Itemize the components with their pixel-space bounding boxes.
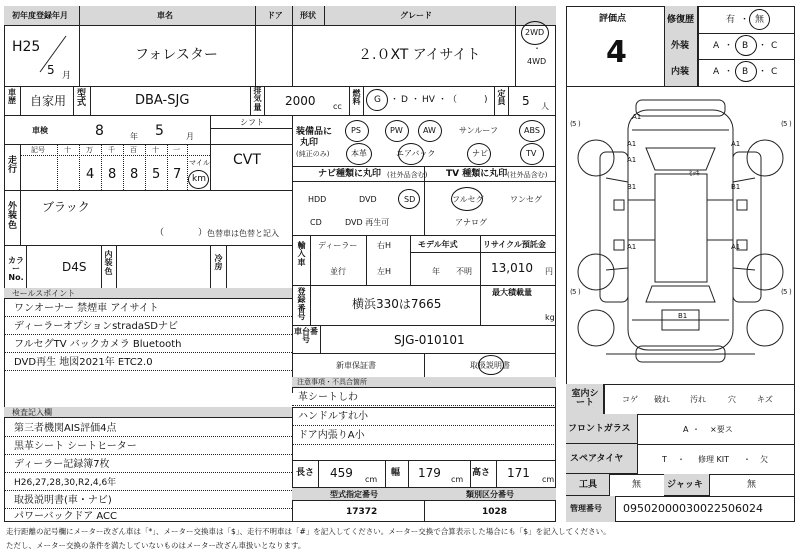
drive-4wd: 4WD <box>527 57 547 66</box>
inspector-line-1: 第三者機関AIS評価4点 <box>14 423 117 434</box>
interior-b: B <box>742 67 749 77</box>
class-number: 1028 <box>482 507 508 517</box>
jack-label: ジャッキ <box>667 480 703 490</box>
inspector-line-2: 黒革シート シートヒーター <box>14 441 137 452</box>
interior-grade-label: 内装 <box>671 67 690 77</box>
repair-yes: 有 <box>726 15 736 25</box>
note-line-3: ドア内張りA小 <box>298 430 365 441</box>
tools-value: 無 <box>632 480 642 490</box>
mileage-col-1: 一 <box>173 146 180 154</box>
type-number: 17372 <box>346 507 378 517</box>
mileage-digit-3: 8 <box>130 167 139 182</box>
first-reg-month-unit: 月 <box>62 71 72 81</box>
fuel-dot-1: ・ <box>390 95 400 105</box>
equipment-title-sub: (純正のみ) <box>296 150 330 158</box>
inspection-year: 8 <box>95 123 104 139</box>
model-year-unknown: 不明 <box>456 267 472 276</box>
notes-title: 注意事項・不具合箇所 <box>297 378 367 386</box>
tv-fullseg: フルセグ <box>452 195 484 204</box>
exterior-c: C <box>771 41 778 51</box>
spare-kit: 修理 KIT <box>698 455 730 464</box>
exterior-dot-2: ・ <box>758 41 768 51</box>
seat-stain: 汚れ <box>690 395 706 404</box>
mileage-col-10b: 十 <box>152 146 159 154</box>
repair-label: 修復歴 <box>667 15 695 25</box>
capacity-label: 定員 <box>497 89 506 107</box>
seat-burn: コゲ <box>622 395 638 404</box>
sales-point-4: DVD再生 地図2021年 ETC2.0 <box>14 357 153 368</box>
exterior-color-label: 外装色 <box>7 202 17 231</box>
repair-dot: ・ <box>740 15 750 25</box>
displacement-unit: cc <box>333 102 342 111</box>
mileage-col-1k: 千 <box>108 146 115 154</box>
seat-tear: 破れ <box>654 395 670 404</box>
footer-line-2: ただし、メーター交換の条件を満たしていないものはメーター改ざん車扱いとなります。 <box>6 541 306 550</box>
damage-label-2: A1 <box>627 140 637 148</box>
note-line-2: ハンドルすれ小 <box>298 411 368 422</box>
height-value: 171 <box>507 466 530 480</box>
owner-manual: 取扱説明書 <box>470 361 510 370</box>
inspector-line-4: H26,27,28,30,R2,4,6年 <box>14 478 117 488</box>
seat-scratch: キズ <box>757 395 773 404</box>
car-body-diagram <box>566 90 795 380</box>
inspection-month: 5 <box>155 123 164 139</box>
exterior-grade-label: 外装 <box>671 41 690 51</box>
svg-text:5: 5 <box>572 120 577 128</box>
windshield-repair: ×要ス <box>710 425 733 434</box>
color-code: D4S <box>62 260 87 274</box>
first-reg-label: 初年度登録年月 <box>12 11 68 20</box>
displacement-value: 2000 <box>285 94 316 108</box>
shape-label: 形状 <box>300 11 316 20</box>
drive-2wd: 2WD <box>525 28 545 37</box>
score-value: 4 <box>606 35 627 70</box>
mileage-digit-5: 7 <box>173 167 182 182</box>
mileage-digit-2: 8 <box>108 167 117 182</box>
svg-text:5: 5 <box>783 288 788 296</box>
mileage-digit-1: 4 <box>86 167 95 182</box>
fuel-label: 燃料 <box>352 89 361 107</box>
svg-text:5: 5 <box>572 288 577 296</box>
sales-point-3: フルセグTV バックカメラ Bluetooth <box>14 339 182 350</box>
damage-label-4: A1 <box>627 156 637 164</box>
svg-text:): ) <box>578 288 581 296</box>
color-note: 色替車は色替と記入 <box>207 229 279 238</box>
grade-value: ２.０XT アイサイト <box>358 47 481 63</box>
mileage-label: 走行 <box>7 156 17 176</box>
interior-c: C <box>771 67 778 77</box>
fuel-dot-3: ・ <box>438 95 448 105</box>
inspector-line-5: 取扱説明書(車・ナビ) <box>14 495 112 506</box>
mgmt-label: 管理番号 <box>570 504 602 513</box>
first-reg-month: 5 <box>47 63 55 77</box>
chassis-value: SJG-010101 <box>394 333 465 347</box>
navi-dvd: DVD <box>359 195 377 204</box>
tv-sub: (社外品含む) <box>507 171 548 179</box>
height-label: 高さ <box>472 468 491 478</box>
damage-label-7: ﾋｯｷ <box>689 169 700 177</box>
drive-dot: ・ <box>533 44 541 53</box>
mileage-code-label: 記号 <box>31 146 45 154</box>
equipment-title-2: 丸印 <box>300 138 319 148</box>
fuel-g: G <box>374 95 381 105</box>
equip-sunroof: サンルーフ <box>459 126 498 135</box>
mgmt-number: 09502000030022506024 <box>623 502 763 515</box>
mileage-unit-km: km <box>192 174 206 184</box>
navi-dvd-play: DVD 再生可 <box>345 218 390 227</box>
chassis-label: 車台番号 <box>294 327 318 345</box>
ac-label: 冷房 <box>214 254 223 272</box>
fuel-paren-close: ) <box>484 95 488 105</box>
exterior-dot-1: ・ <box>724 41 734 51</box>
tv-analog: アナログ <box>455 218 487 227</box>
navi-cd: CD <box>310 218 322 227</box>
mileage-col-100: 百 <box>130 146 137 154</box>
windshield-dot: ・ <box>692 425 700 434</box>
svg-text:(: ( <box>570 120 573 128</box>
shift-label: シフト <box>240 118 264 127</box>
equip-tv: TV <box>526 149 537 158</box>
tools-label: 工具 <box>579 480 598 490</box>
equip-pw: PW <box>390 126 403 135</box>
car-name: フォレスター <box>135 47 218 63</box>
damage-label-5: B1 <box>627 183 637 191</box>
equip-ps: PS <box>351 126 361 135</box>
import-left: 左H <box>377 267 392 276</box>
mileage-col-10: 十 <box>64 146 71 154</box>
registration-label: 登録番号 <box>297 287 306 322</box>
spare-dot-2: ・ <box>743 455 751 464</box>
svg-text:): ) <box>789 288 792 296</box>
color-code-label: カラーNo. <box>8 256 24 282</box>
first-reg-year: H25 <box>12 39 41 55</box>
length-unit: cm <box>365 475 378 484</box>
equip-abs: ABS <box>524 126 540 135</box>
color-value: ブラック <box>42 200 90 214</box>
repair-no: 無 <box>755 15 765 25</box>
door-label: ドア <box>267 11 283 20</box>
recycle-label: リサイクル預託金 <box>483 240 546 249</box>
car-name-label: 車名 <box>157 11 173 20</box>
fuel-d: D <box>401 95 408 105</box>
inspector-line-6: パワーバックドア ACC <box>14 511 118 522</box>
fuel-hv: HV <box>422 95 435 105</box>
height-unit: cm <box>542 475 555 484</box>
fuel-dot-2: ・ <box>411 95 421 105</box>
usage-value: 自家用 <box>30 94 67 108</box>
exterior-a: A <box>713 41 720 51</box>
model-year-label: モデル年式 <box>418 240 458 249</box>
sales-points-title: セールスポイント <box>12 289 76 298</box>
interior-color-label: 内装色 <box>104 250 113 276</box>
exterior-b: B <box>742 41 749 51</box>
inspection-label: 車検 <box>32 126 48 135</box>
type-number-label: 型式指定番号 <box>330 490 378 499</box>
tv-oneseg: ワンセグ <box>510 195 542 204</box>
spare-dot-1: ・ <box>677 455 685 464</box>
interior-seat-label: 室内シート <box>571 389 599 409</box>
inspection-year-unit: 年 <box>130 132 138 141</box>
mileage-unit-mile: マイル <box>189 159 210 167</box>
svg-text:(: ( <box>570 288 573 296</box>
length-value: 459 <box>330 466 353 480</box>
recycle-value: 13,010 <box>491 261 533 275</box>
svg-text:5: 5 <box>783 120 788 128</box>
width-unit: cm <box>451 475 464 484</box>
equip-aw: AW <box>423 126 436 135</box>
import-right: 右H <box>377 241 392 250</box>
navi-title: ナビ種類に丸印 <box>318 169 382 179</box>
import-dealer: ディーラー <box>318 241 358 250</box>
tv-title: TV 種類に丸印 <box>446 169 508 179</box>
width-label: 幅 <box>391 468 401 478</box>
score-label: 評価点 <box>599 14 627 24</box>
equipment-title-1: 装備品に <box>296 127 333 137</box>
svg-text:(: ( <box>781 288 784 296</box>
damage-label-10: B1 <box>678 312 688 320</box>
damage-label-6: B1 <box>731 183 741 191</box>
model-year-unit: 年 <box>432 267 440 276</box>
svg-text:): ) <box>789 120 792 128</box>
navi-sd: SD <box>404 195 416 204</box>
equip-navi: ナビ <box>472 149 488 158</box>
damage-label-9: A1 <box>731 243 741 251</box>
mileage-digit-4: 5 <box>152 167 161 182</box>
navi-hdd: HDD <box>308 195 327 204</box>
new-car-warranty: 新車保証書 <box>336 361 376 370</box>
navi-sub: (社外品含む) <box>387 171 428 179</box>
svg-text:(: ( <box>781 120 784 128</box>
model-value: DBA-SJG <box>135 93 190 108</box>
shift-value: CVT <box>233 152 261 168</box>
inspection-month-unit: 月 <box>186 132 194 141</box>
spare-tire-label: スペアタイヤ <box>570 454 624 464</box>
history-label: 車歴 <box>8 88 16 106</box>
interior-dot-1: ・ <box>724 67 734 77</box>
inspector-line-3: ディーラー記録簿7枚 <box>14 459 110 470</box>
sales-point-2: ディーラーオプションstradaSDナビ <box>14 321 178 332</box>
equip-airbag: エアバック <box>396 149 436 158</box>
import-label: 輸入車 <box>297 241 306 267</box>
equip-leather: 本革 <box>351 149 367 158</box>
import-parallel: 並行 <box>330 267 346 276</box>
max-load-label: 最大積載量 <box>492 288 532 297</box>
width-value: 179 <box>418 466 441 480</box>
windshield-a: A <box>683 425 689 434</box>
note-line-1: 革シートしわ <box>298 392 358 403</box>
inspector-title: 検査記入欄 <box>12 408 52 417</box>
damage-label-8: A1 <box>627 243 637 251</box>
mileage-col-10k: 万 <box>86 146 93 154</box>
sales-point-1: ワンオーナー 禁煙車 アイサイト <box>14 303 159 314</box>
jack-value: 無 <box>747 480 757 490</box>
footer-line-1: 走行距離の記号欄にメーター改ざん車は「*」、メーター交換車は「$」、走行不明車は「#」を記入してください。メーター交換で合算表示した場合にも「$」を記入してください。 <box>6 527 611 536</box>
registration-value: 横浜330は7665 <box>352 297 442 311</box>
damage-label-1: A1 <box>632 113 642 121</box>
color-paren-open: （ <box>155 228 165 238</box>
interior-a: A <box>713 67 720 77</box>
svg-text:): ) <box>578 120 581 128</box>
recycle-unit: 円 <box>545 267 553 276</box>
length-label: 長さ <box>296 468 315 478</box>
interior-dot-2: ・ <box>758 67 768 77</box>
fuel-paren-open: （ <box>448 95 458 105</box>
class-number-label: 類別区分番号 <box>466 490 514 499</box>
capacity-unit: 人 <box>541 102 549 111</box>
spare-t: T <box>662 455 667 464</box>
windshield-label: フロントガラス <box>568 424 631 434</box>
spare-missing: 欠 <box>760 455 768 464</box>
model-label: 型式 <box>76 89 86 109</box>
damage-label-3: A1 <box>731 140 741 148</box>
displacement-label: 排気量 <box>253 86 262 112</box>
color-paren-close: ） <box>198 228 208 238</box>
seat-hole: 穴 <box>728 395 736 404</box>
max-load-unit: kg <box>545 313 555 322</box>
capacity-value: 5 <box>522 94 530 108</box>
grade-label: グレード <box>400 11 432 20</box>
